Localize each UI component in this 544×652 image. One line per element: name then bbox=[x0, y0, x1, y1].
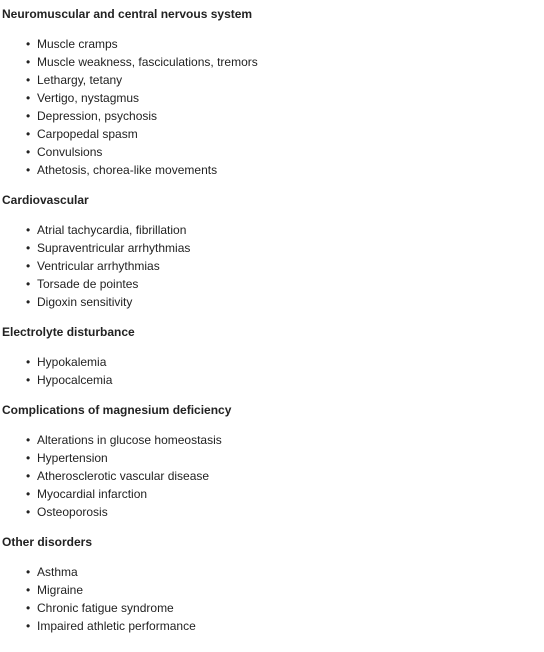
list-item-text: Athetosis, chorea-like movements bbox=[37, 163, 218, 177]
section-complications bbox=[2, 401, 544, 521]
section-neuromuscular bbox=[2, 5, 544, 179]
bullet-list bbox=[2, 563, 544, 635]
list-item bbox=[2, 449, 544, 467]
list-item bbox=[2, 293, 544, 311]
list-item-text: Digoxin sensitivity bbox=[37, 295, 133, 309]
section-electrolyte bbox=[2, 323, 544, 389]
list-item-text: Supraventricular arrhythmias bbox=[37, 241, 191, 255]
list-item-text: Convulsions bbox=[37, 145, 103, 159]
list-item bbox=[2, 107, 544, 125]
list-item-text: Hypocalcemia bbox=[37, 373, 113, 387]
list-item-text: Muscle cramps bbox=[37, 37, 118, 51]
list-item bbox=[2, 35, 544, 53]
section-heading: Other disorders bbox=[2, 535, 93, 549]
list-item-text: Carpopedal spasm bbox=[37, 127, 138, 141]
bullet-icon: • bbox=[26, 163, 31, 177]
list-item-text: Torsade de pointes bbox=[37, 277, 139, 291]
bullet-icon: • bbox=[26, 451, 31, 465]
bullet-icon: • bbox=[26, 295, 31, 309]
list-item bbox=[2, 125, 544, 143]
bullet-icon: • bbox=[26, 277, 31, 291]
list-item bbox=[2, 617, 544, 635]
list-item bbox=[2, 581, 544, 599]
list-item bbox=[2, 221, 544, 239]
section-other bbox=[2, 533, 544, 635]
bullet-icon: • bbox=[26, 433, 31, 447]
bullet-icon: • bbox=[26, 55, 31, 69]
list-item bbox=[2, 503, 544, 521]
bullet-list bbox=[2, 353, 544, 389]
bullet-list bbox=[2, 221, 544, 311]
list-item-text: Vertigo, nystagmus bbox=[37, 91, 140, 105]
list-item-text: Ventricular arrhythmias bbox=[37, 259, 160, 273]
list-item-text: Muscle weakness, fasciculations, tremors bbox=[37, 55, 258, 69]
list-item-text: Atrial tachycardia, fibrillation bbox=[37, 223, 187, 237]
list-item bbox=[2, 89, 544, 107]
bullet-icon: • bbox=[26, 241, 31, 255]
bullet-icon: • bbox=[26, 259, 31, 273]
bullet-icon: • bbox=[26, 505, 31, 519]
bullet-icon: • bbox=[26, 127, 31, 141]
list-item bbox=[2, 71, 544, 89]
bullet-icon: • bbox=[26, 619, 31, 633]
list-item bbox=[2, 239, 544, 257]
bullet-icon: • bbox=[26, 37, 31, 51]
list-item-text: Lethargy, tetany bbox=[37, 73, 123, 87]
bullet-icon: • bbox=[26, 223, 31, 237]
list-item-text: Impaired athletic performance bbox=[37, 619, 196, 633]
bullet-icon: • bbox=[26, 73, 31, 87]
list-item-text: Hypokalemia bbox=[37, 355, 107, 369]
list-item-text: Migraine bbox=[37, 583, 84, 597]
list-item-text: Asthma bbox=[37, 565, 78, 579]
list-item bbox=[2, 161, 544, 179]
bullet-icon: • bbox=[26, 565, 31, 579]
bullet-icon: • bbox=[26, 601, 31, 615]
section-heading: Cardiovascular bbox=[2, 193, 89, 207]
list-item bbox=[2, 257, 544, 275]
bullet-icon: • bbox=[26, 355, 31, 369]
list-item-text: Myocardial infarction bbox=[37, 487, 148, 501]
list-item bbox=[2, 599, 544, 617]
list-item bbox=[2, 431, 544, 449]
list-item-text: Chronic fatigue syndrome bbox=[37, 601, 174, 615]
bullet-icon: • bbox=[26, 109, 31, 123]
bullet-icon: • bbox=[26, 91, 31, 105]
bullet-icon: • bbox=[26, 145, 31, 159]
list-item bbox=[2, 485, 544, 503]
list-item-text: Osteoporosis bbox=[37, 505, 108, 519]
list-item bbox=[2, 143, 544, 161]
list-item bbox=[2, 467, 544, 485]
bullet-icon: • bbox=[26, 583, 31, 597]
list-item-text: Hypertension bbox=[37, 451, 108, 465]
list-item bbox=[2, 371, 544, 389]
section-cardiovascular bbox=[2, 191, 544, 311]
bullet-list bbox=[2, 35, 544, 179]
bullet-icon: • bbox=[26, 487, 31, 501]
section-heading: Complications of magnesium deficiency bbox=[2, 403, 232, 417]
list-item-text: Atherosclerotic vascular disease bbox=[37, 469, 210, 483]
list-item-text: Alterations in glucose homeostasis bbox=[37, 433, 222, 447]
section-heading: Electrolyte disturbance bbox=[2, 325, 135, 339]
list-item-text: Depression, psychosis bbox=[37, 109, 158, 123]
list-item bbox=[2, 53, 544, 71]
section-heading: Neuromuscular and central nervous system bbox=[2, 7, 253, 21]
list-item bbox=[2, 353, 544, 371]
bullet-list bbox=[2, 431, 544, 521]
bullet-icon: • bbox=[26, 469, 31, 483]
bullet-icon: • bbox=[26, 373, 31, 387]
list-item bbox=[2, 563, 544, 581]
list-item bbox=[2, 275, 544, 293]
